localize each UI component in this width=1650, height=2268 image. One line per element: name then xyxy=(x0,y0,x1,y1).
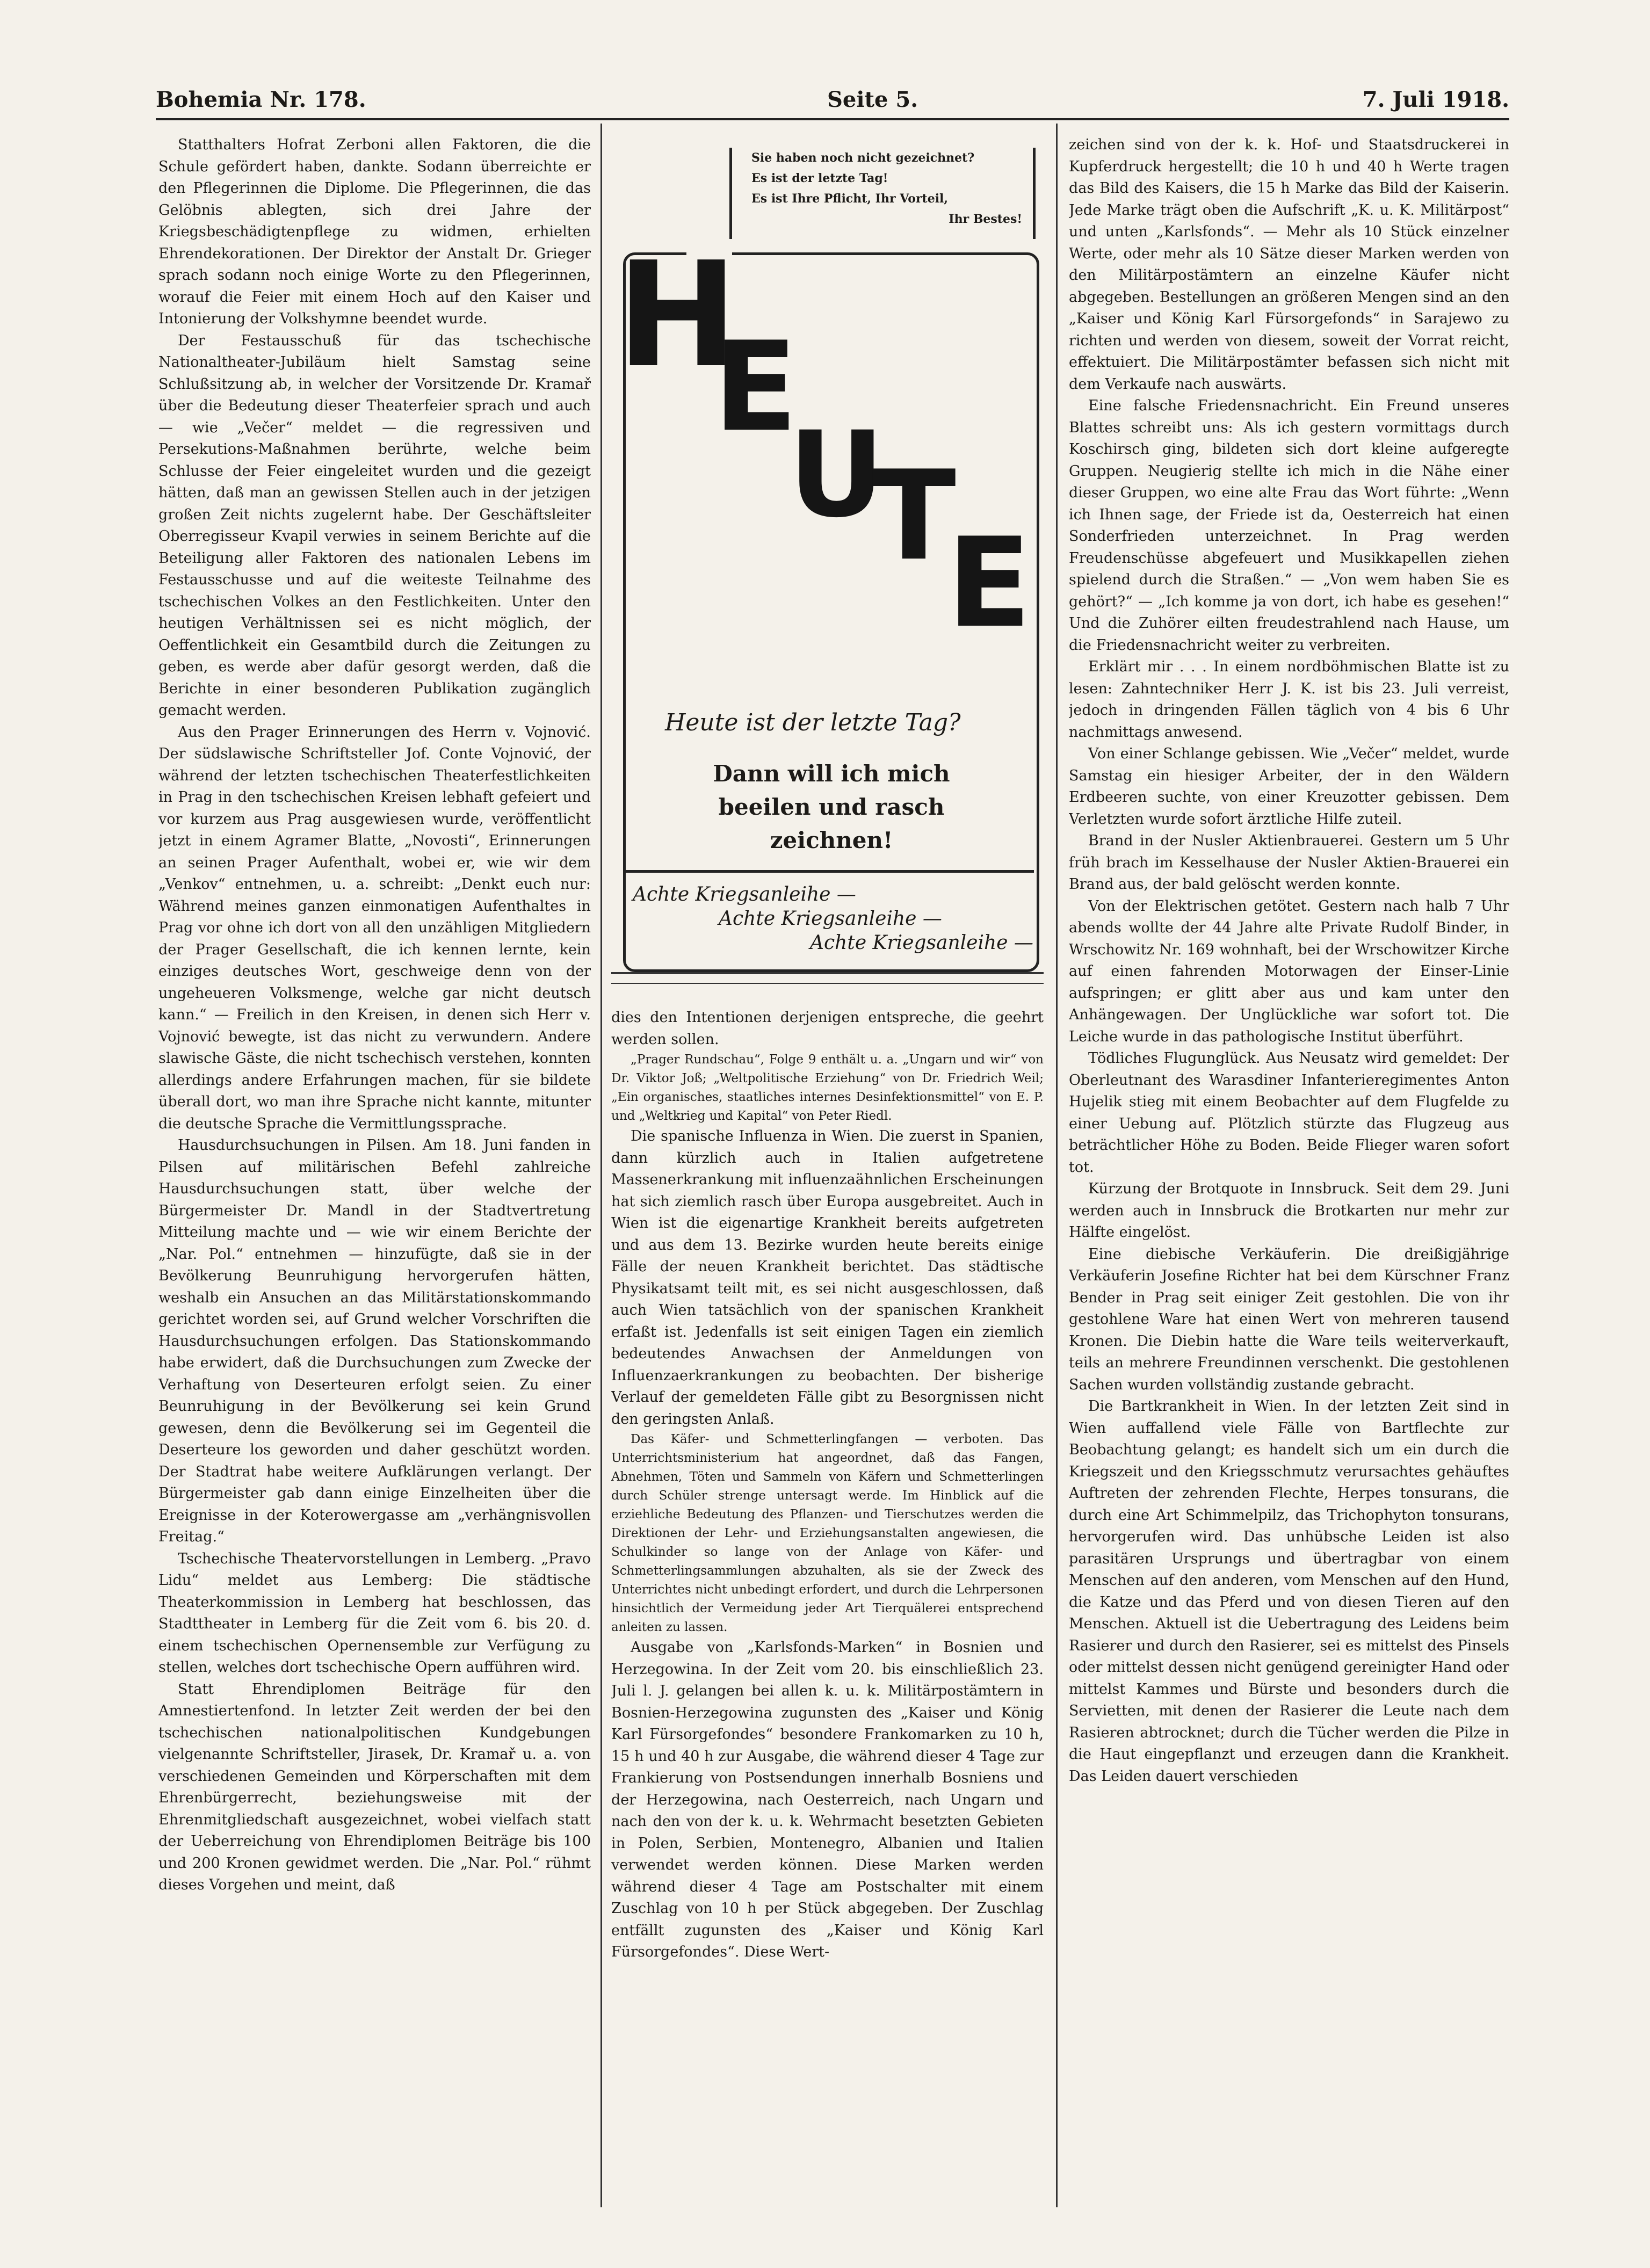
ad-intro-line: Ihr Bestes! xyxy=(949,212,1022,226)
column-rule-left xyxy=(600,124,602,2207)
ad-anleihe-line: Achte Kriegsanleihe — xyxy=(633,883,856,905)
article-paragraph: Eine diebische Verkäuferin. Die dreißigjährige Verkäuferin Josefine Richter hat bei dem Kürschner Franz Bender in Prag seit einiger Zeit gestohlen. Die von ihr gestohlene Ware hat einen Wert von mehreren tausend Kronen. Die Diebin hatte die Ware teils weiterverkauft, teils an mehrere Freundinnen verschenkt. Die gestohlenen Sachen wurden vollständig zustande gebracht. xyxy=(1069,1245,1509,1393)
column-middle xyxy=(611,1007,1044,2213)
article-paragraph: Brand in der Nusler Aktienbrauerei. Gestern um 5 Uhr früh brach im Kesselhause der Nusler Aktien-Brauerei ein Brand aus, der bald gelöscht werden konnte. xyxy=(1069,832,1509,893)
header-issue: Bohemia Nr. 178. xyxy=(156,87,366,112)
ad-answer: Dann will ich mich beeilen und rasch zeichnen! xyxy=(713,760,950,853)
article-paragraph: dies den Intentionen derjenigen entspreche, die geehrt werden sollen. xyxy=(611,1009,1044,1048)
headline-letter-h: H xyxy=(617,230,738,400)
war-loan-advertisement xyxy=(611,129,1044,988)
article-paragraph: Tschechische Theatervorstellungen in Lemberg. „Pravo Lidu“ meldet aus Lemberg: Die städtische Theaterkommission in Lemberg hat beschlossen, das Stadttheater in Lemberg für die Zeit vom 6. bis 20. d. einem tschechischen Opernensemble zur Verfügung zu stellen, welches dort tschechische Opern aufführen wird. xyxy=(158,1550,591,1676)
ad-intro-line: Es ist Ihre Pflicht, Ihr Vorteil, xyxy=(751,192,949,206)
ad-bottom-rule xyxy=(611,972,1044,974)
article-paragraph: Statthalters Hofrat Zerboni allen Faktoren, die die Schule gefördert haben, dankte. Sodann überreichte er den Pflegerinnen die Diplome. Die Pflegerinnen, die das Gelöbnis ablegten, sich drei Jahre der Kriegsbeschädigtenpflege zu widmen, erhielten Ehrendekorationen. Der Direktor der Anstalt Dr. Grieger sprach sodann noch einige Worte zu den Pflegerinnen, worauf die Feier mit einem Hoch auf den Kaiser und Intonierung der Volkshymne beendet wurde. xyxy=(158,136,591,327)
article-paragraph: Von der Elektrischen getötet. Gestern nach halb 7 Uhr abends wollte der 44 Jahre alte Private Rudolf Binder, in Wrschowitz Nr. 169 wohnhaft, bei der Wrschowitzer Kirche auf einen fahrenden Motorwagen der Einser-Linie aufspringen; er glitt aber aus und kam unter den Anhängewagen. Der Unglückliche war sofort tot. Die Leiche wurde in das pathologische Institut überführt. xyxy=(1069,897,1509,1045)
column-rule-right xyxy=(1056,124,1058,2207)
headline-letter-e2: E xyxy=(947,512,1032,655)
article-paragraph: Statt Ehrendiplomen Beiträge für den Amnestiertenfond. In letzter Zeit werden der bei den tschechischen nationalpolitischen Kundgebungen vielgenannte Schriftsteller, Jirasek, Dr. Kramař u. a. von verschiedenen Gemeinden und Körperschaften mit dem Ehrenbürgerrecht, beziehungsweise mit der Ehrenmitgliedschaft ausgezeichnet, wobei vielfach statt der Ueberreichung von Ehrendiplomen Beiträge bis 100 und 200 Kronen gewidmet werden. Die „Nar. Pol.“ rühmt dieses Vorgehen und meint, daß xyxy=(158,1680,591,1893)
headline-letter-t: T xyxy=(872,445,956,588)
header-page-number: Seite 5. xyxy=(827,87,918,112)
article-paragraph: „Prager Rundschau“, Folge 9 enthält u. a. „Ungarn und wir“ von Dr. Viktor Joß; „Weltpolitische Erziehung“ von Dr. Friedrich Weil; „Ein organisches, staatliches internes Desinfektionsmittel“ von E. P. und „Weltkrieg und Kapital“ von Peter Riedl. xyxy=(611,1053,1044,1123)
ad-anleihe-line: Achte Kriegsanleihe — xyxy=(810,932,1033,954)
article-paragraph: Ausgabe von „Karlsfonds-Marken“ in Bosnien und Herzegowina. In der Zeit vom 20. bis einschließlich 23. Juli l. J. gelangen bei allen k. u. k. Militärpostämtern in Bosnien-Herzegowina zugunsten des „Kaiser und König Karl Fürsorgefondes“ besondere Frankomarken zu 10 h, 15 h und 40 h zur Ausgabe, die während dieser 4 Tage zur Frankierung von Postsendungen innerhalb Bosniens und der Herzegowina, nach Oesterreich, nach Ungarn und nach den von der k. u. k. Wehrmacht besetzten Gebieten in Polen, Serbien, Montenegro, Albanien und Italien verwendet werden können. Diese Marken werden während dieser 4 Tage am Postschalter mit einem Zuschlag von 10 h per Stück abgegeben. Der Zuschlag entfällt zugunsten des „Kaiser und König Karl Fürsorgefondes“. Diese Wert- xyxy=(611,1639,1044,1960)
column-right xyxy=(1069,134,1509,2213)
article-paragraph: Aus den Prager Erinnerungen des Herrn v. Vojnović. Der südslawische Schriftsteller Jof. Conte Vojnović, der während der letzten tschechischen Theaterfestlichkeiten in Prag in den tschechischen Kreisen lebhaft gefeiert und vor kurzem aus Prag ausgewiesen wurde, veröffentlicht jetzt in einem Agramer Blatte, „Novosti“, Erinnerungen an seinen Prager Aufenthalt, wobei er, wie wir dem „Venkov“ entnehmen, u. a. schreibt: „Denkt euch nur: Während meines ganzen einmonatigen Aufenthaltes in Prag vor ohne ich dort von all den unzähligen Mitgliedern der Prager Gesellschaft, die ich kennen lernte, kein einziges deutsches Wort, geschweige denn von der ungeheueren Volksmenge, welche gar nicht deutsch kann.“ — Freilich in den Kreisen, in denen sich Herr v. Vojnović bewegte, ist das nicht zu verwundern. Andere slawische Gäste, die nicht tschechisch verstehen, konnten allerdings andere Erfahrungen machen, für sie bildete überall dort, wo man ihre Sprache nicht kannte, mitunter die deutsche Sprache die Vermittlungssprache. xyxy=(158,723,591,1132)
headline-letter-e: E xyxy=(713,316,798,459)
article-paragraph: Von einer Schlange gebissen. Wie „Večer“ meldet, wurde Samstag ein hiesiger Arbeiter, der in den Wäldern Erdbeeren suchte, von einer Kreuzotter gebissen. Dem Verletzten wurde sofort ärztliche Hilfe zuteil. xyxy=(1069,745,1509,828)
ad-headline xyxy=(611,129,1044,720)
headline-letter-u: U xyxy=(788,406,885,544)
article-paragraph: Erklärt mir . . . In einem nordböhmischen Blatte ist zu lesen: Zahntechniker Herr J. K. ist bis 23. Juli verreist, jedoch in dringenden Fällen täglich von 4 bis 6 Uhr nachmittags anwesend. xyxy=(1069,658,1509,741)
ad-anleihe-line: Achte Kriegsanleihe — xyxy=(719,908,942,930)
article-paragraph: Der Festausschuß für das tschechische Nationaltheater-Jubiläum hielt Samstag seine Schlußsitzung ab, in welcher der Vorsitzende Dr. Kramař über die Bedeutung dieser Theaterfeier sprach und auch — wie „Večer“ meldet — die regressiven und Persekutions-Maßnahmen berührte, welche beim Schlusse der Feier eingeleitet wurden und die gezeigt hätten, daß man an gewissen Stellen auch in der jetzigen großen Zeit nichts zugelernt habe. Der Geschäftsleiter Oberregisseur Kvapil verwies in seinem Berichte auf die Beteiligung aller Faktoren des nationalen Lebens im Festausschusse und auf die weiteste Teilnahme des tschechischen Volkes an den Festlichkeiten. Unter den heutigen Verhältnissen sei es nicht möglich, der Oeffentlichkeit ein Gesamtbild durch die Zeitungen zu geben, es werde aber dafür gesorgt werden, daß die Berichte in einer besonderen Publikation zugänglich gemacht werden. xyxy=(158,332,591,719)
article-paragraph: Hausdurchsuchungen in Pilsen. Am 18. Juni fanden in Pilsen auf militärischen Befehl zahlreiche Hausdurchsuchungen statt, über welche der Bürgermeister Dr. Mandl in der Stadtvertretung Mitteilung machte und — wie wir einem Berichte der „Nar. Pol.“ entnehmen — hinzufügte, daß sie in der Bevölkerung Beunruhigung hervorgerufen hätten, weshalb ein Ansuchen an das Militärstationskommando gerichtet worden sei, auf Grund welcher Vorschriften die Hausdurchsuchungen erfolgen. Das Stationskommando habe erwidert, daß die Durchsuchungen zum Zwecke der Verhaftung von Deserteuren erfolgt seien. Zu einer Beunruhigung in der Bevölkerung sei kein Grund gewesen, denn die Bevölkerung sei im Gegenteil die Deserteure los geworden und daher geschützt worden. Der Stadtrat habe weitere Aufklärungen verlangt. Der Bürgermeister gab dann einige Einzelheiten über die Ereignisse in der Koterowergasse am „verhängnisvollen Freitag.“ xyxy=(158,1137,591,1545)
header-date: 7. Juli 1918. xyxy=(1362,87,1509,112)
ad-divider xyxy=(623,870,1034,873)
article-paragraph: Die spanische Influenza in Wien. Die zuerst in Spanien, dann kürzlich auch in Italien aufgetretene Massenerkrankung mit influenzaähnlichen Erscheinungen hat sich ziemlich rasch über Europa ausgebreitet. Auch in Wien ist die eigenartige Krankheit bereits aufgetreten und aus dem 13. Bezirke wurden heute bereits einige Fälle der neuen Krankheit berichtet. Das städtische Physikatsamt teilt mit, es sei nicht ausgeschlossen, daß auch Wien tatsächlich von der spanischen Krankheit erfaßt ist. Jedenfalls ist seit einigen Tagen ein ziemlich bedeutendes Anwachsen der Anmeldungen von Influenzaerkrankungen zu beobachten. Der bisherige Verlauf der gemeldeten Fälle gibt zu Besorgnissen nicht den geringsten Anlaß. xyxy=(611,1128,1044,1428)
article-paragraph: Eine falsche Friedensnachricht. Ein Freund unseres Blattes schreibt uns: Als ich gestern vormittags durch Koschirsch ging, bildeten sich dort kleine aufgeregte Gruppen. Neugierig stellte ich mich in die Nähe einer dieser Gruppen, wo eine alte Frau das Wort führte: „Wenn ich Ihnen sage, der Friede ist da, Oesterreich hat einen Sonderfrieden unterzeichnet. In Prag werden Freudenschüsse abgefeuert und Musikkapellen ziehen spielend durch die Straßen.“ — „Von wem haben Sie es gehört?“ — „Ich komme ja von dort, ich habe es gesehen!“ Und die Zuhörer eilten freudestrahlend nach Hause, um die Friedensnachricht weiter zu verbreiten. xyxy=(1069,397,1509,654)
column-left xyxy=(158,134,591,2213)
ad-question: Heute ist der letzte Tag? xyxy=(665,709,961,736)
article-paragraph: Kürzung der Brotquote in Innsbruck. Seit dem 29. Juni werden auch in Innsbruck die Brotkarten nur mehr zur Hälfte eingelöst. xyxy=(1069,1180,1509,1241)
ad-intro-line: Es ist der letzte Tag! xyxy=(751,171,888,185)
article-paragraph: Das Käfer- und Schmetterlingfangen — verboten. Das Unterrichtsministerium hat angeordnet, daß das Fangen, Abnehmen, Töten und Sammeln von Käfern und Schmetterlingen durch Schüler strenge untersagt werde. Im Hinblick auf die erziehliche Bedeutung des Pflanzen- und Tierschutzes werden die Direktionen der Lehr- und Erziehungsanstalten angewiesen, die Schulkinder so lange von der Anlage von Käfer- und Schmetterlingsammlungen abzuhalten, als sie der Zweck des Unterrichtes nicht unbedingt erfordert, und durch die Lehrpersonen hinsichtlich der Vermeidung jeder Art Tierquälerei entsprechend anleiten zu lassen. xyxy=(611,1432,1044,1634)
running-head xyxy=(156,81,1509,120)
article-paragraph: Die Bartkrankheit in Wien. In der letzten Zeit sind in Wien auffallend viele Fälle von Bartflechte zur Beobachtung gelangt; es handelt sich um ein durch die Kriegszeit und den Kriegsschmutz verursachtes gehäuftes Auftreten der zehrenden Flechte, Herpes tonsurans, die durch eine Art Schimmelpilz, das Trichophyton tonsurans, hervorgerufen wird. Das unhübsche Leiden ist also parasitären Ursprungs und übertragbar von einem Menschen auf den anderen, vom Menschen auf den Hund, die Katze und das Pferd und von diesen Tieren auf den Menschen. Aktuell ist die Uebertragung des Leidens beim Rasierer und durch den Rasierer, sei es mittelst des Pinsels oder mittelst dessen nicht genügend gereinigter Hand oder mittelst Kammes und Bürste und besonders durch die Servietten, mit denen der Rasierer die Leute nach dem Rasieren abtrocknet; durch die Tücher werden die Pilze in die Haut eingepflanzt und erzeugen dann die Krankheit. Das Leiden dauert verschieden xyxy=(1069,1398,1509,1785)
article-paragraph: zeichen sind von der k. k. Hof- und Staatsdruckerei in Kupferdruck hergestellt; die 10 h und 40 h Werte tragen das Bild des Kaisers, die 15 h Marke das Bild der Kaiserin. Jede Marke trägt oben die Aufschrift „K. u. K. Militärpost“ und unten „Karlsfonds“. — Mehr als 10 Stück einzelner Werte, oder mehr als 10 Sätze dieser Marken werden von den Militärpostämtern an einzelne Käufer nicht abgegeben. Bestellungen an größeren Mengen sind an den „Kaiser und König Karl Fürsorgefonds“ in Sarajewo zu richten und werden von diesem, soweit der Vorrat reicht, effektuiert. Die Militärpostämter befassen sich nicht mit dem Verkaufe nach auswärts. xyxy=(1069,136,1509,393)
article-paragraph: Tödliches Flugunglück. Aus Neusatz wird gemeldet: Der Oberleutnant des Warasdiner Infanterieregimentes Anton Hujelik stieg mit einem Beobachter auf dem Flugfelde zu einer Uebung auf. Plötzlich stürzte das Flugzeug aus beträchtlicher Höhe zu Boden. Beide Flieger waren sofort tot. xyxy=(1069,1050,1509,1176)
ad-bottom-rule-thin xyxy=(611,983,1044,984)
ad-intro-line: Sie haben noch nicht gezeichnet? xyxy=(751,151,975,165)
